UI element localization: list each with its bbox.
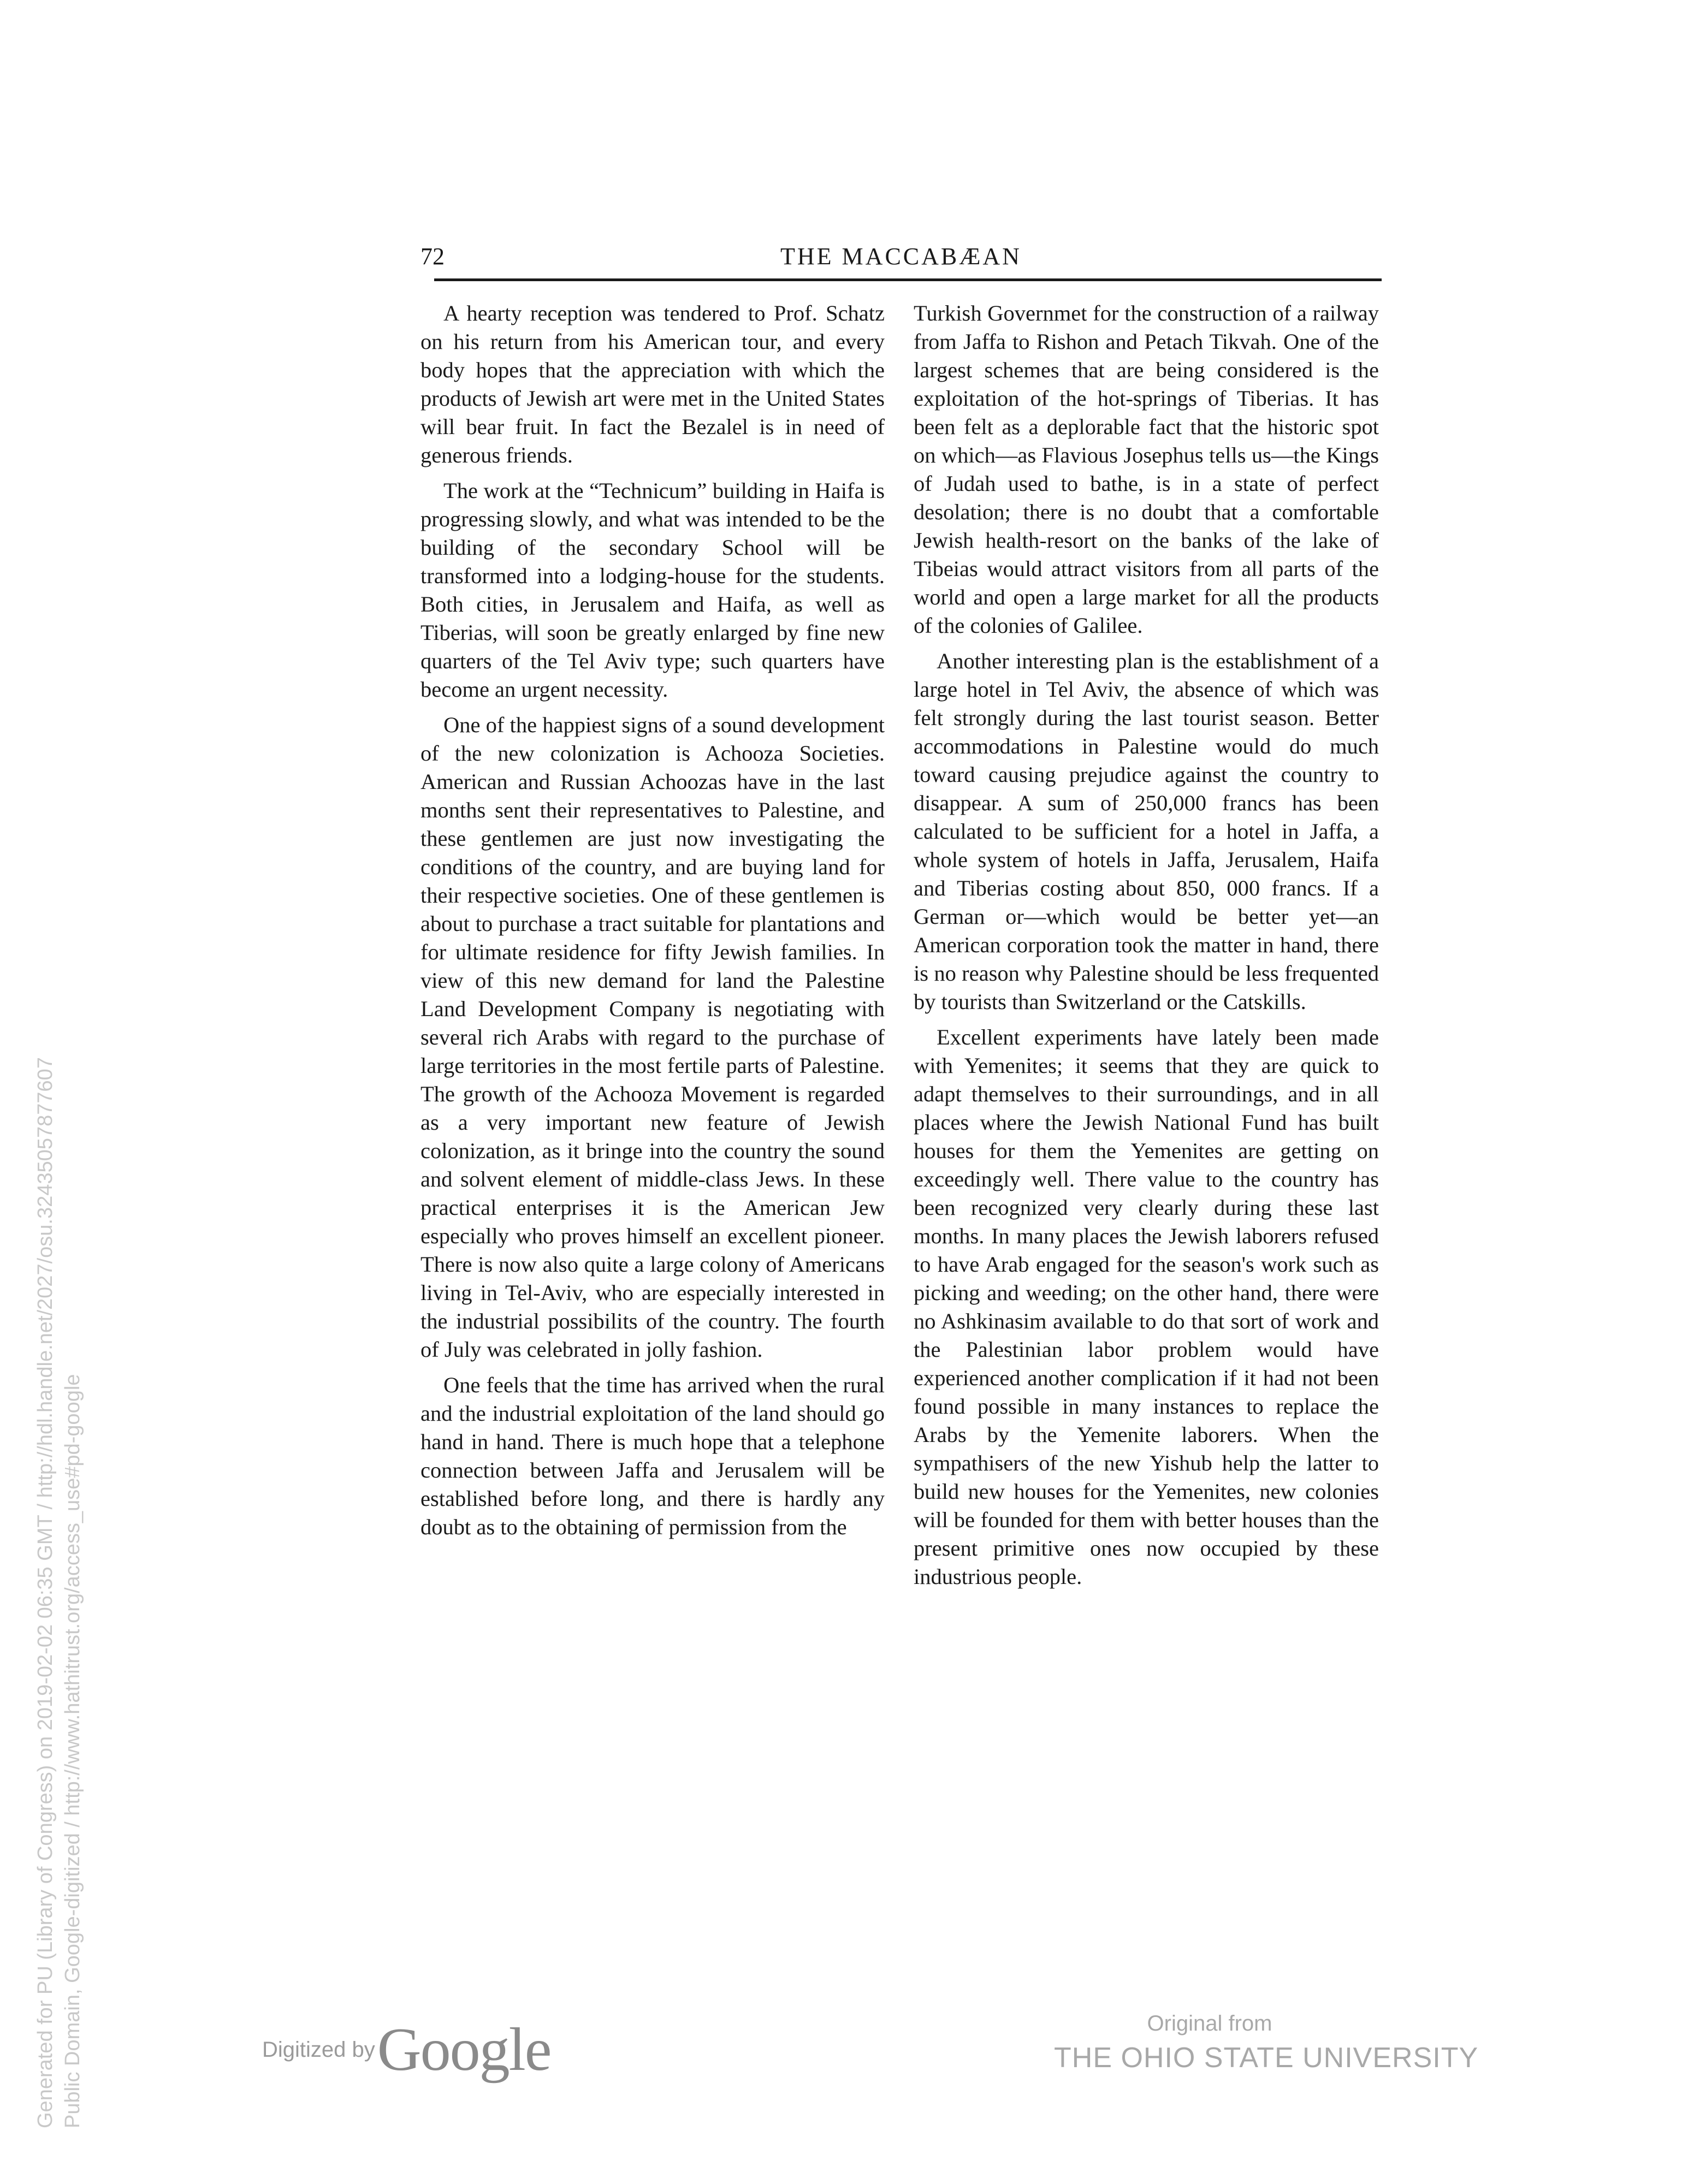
paragraph: A hearty reception was tendered to Prof. Schatz on his return from his American tour, and every body hopes that the appreciation with which the products of Jewish art were met in the United States will bear fruit. In fact the Bezalel is in need of generous friends. — [420, 301, 885, 467]
left-column — [420, 299, 885, 1548]
digitized-by-label: Digitized by — [262, 2038, 375, 2062]
paragraph: Turkish Governmet for the construction of a railway from Jaffa to Rishon and Petach Tikvah. One of the largest schemes that are being considered is the exploitation of the hot-springs of Tiberias. It has been felt as a deplorable fact that the historic spot on which—as Flavious Josephus tells us—the Kings of Judah used to bathe, is in a state of perfect desolation; there is no doubt that a comfortable Jewish health-resort on the banks of the lake of Tibeias would attract visitors from all parts of the world and open a large market for all the products of the colonies of Galilee. — [914, 301, 1379, 638]
page-header — [420, 240, 1382, 283]
paragraph: Another interesting plan is the establishment of a large hotel in Tel Aviv, the absence of which was felt strongly during the last tourist season. Better accommodations in Palestine would do much toward causing prejudice against the country to disappear. A sum of 250,000 francs has been calculated to be sufficient for a hotel in Jaffa, a whole system of hotels in Jaffa, Jerusalem, Haifa and Tiberias costing about 850, 000 francs. If a German or—which would be better yet—an American corporation took the matter in hand, there is no reason why Palestine should be less frequented by tourists than Switzerland or the Catskills. — [914, 649, 1379, 1014]
running-title: THE MACCABÆAN — [780, 243, 1022, 270]
original-institution: THE OHIO STATE UNIVERSITY — [1054, 2042, 1479, 2074]
page-number: 72 — [420, 243, 445, 270]
watermark-line-1: Generated for PU (Library of Congress) on 2019-02-02 06:35 GMT / http://hdl.handle.net/2027/osu.32435057877607 — [34, 1057, 57, 2128]
original-from-label: Original from — [1147, 2011, 1272, 2035]
paragraph: One of the happiest signs of a sound development of the new colonization is Achooza Societies. American and Russian Achoozas have in the last months sent their representatives to Palestine, and these gentlemen are just now investigating the conditions of the country, and are buying land for their respective societies. One of these gentlemen is about to purchase a tract suitable for plantations and for ultimate residence for fifty Jewish families. In view of this new demand for land the Palestine Land Development Company is negotiating with several rich Arabs with regard to the purchase of large territories in the most fertile parts of Palestine. The growth of the Achooza Movement is regarded as a very important new feature of Jewish colonization, as it bringe into the country the sound and solvent element of middle-class Jews. In these practical enterprises it is the American Jew especially who proves himself an excellent pioneer. There is now also quite a large colony of Americans living in Tel-Aviv, who are especially interested in the industrial possibilits of the country. The fourth of July was celebrated in jolly fashion. — [420, 713, 885, 1362]
paragraph: The work at the “Technicum” building in Haifa is progressing slowly, and what was intended to be the building of the secondary School will be transformed into a lodging-house for the students. Both cities, in Jerusalem and Haifa, as well as Tiberias, will soon be greatly enlarged by fine new quarters of the Tel Aviv type; such quarters have become an urgent necessity. — [420, 478, 885, 702]
header-rule — [434, 278, 1382, 281]
google-logo: Google — [377, 2016, 551, 2084]
original-source — [1054, 2008, 1479, 2077]
paragraph: One feels that the time has arrived when the rural and the industrial exploitation of the land should go hand in hand. There is much hope that a telephone connection between Jaffa and Jerusalem will be established before long, and there is hardly any doubt as to the obtaining of permission from the — [420, 1373, 885, 1539]
hathitrust-side-watermark — [32, 763, 86, 2128]
paragraph: Excellent experiments have lately been made with Yemenites; it seems that they are quick to adapt themselves to their surroundings, and in all places where the Jewish National Fund has built houses for them the Yemenites are getting on exceedingly well. There value to the country has been recognized very clearly during these last months. In many places the Jewish laborers refused to have Arab engaged for the season's work such as picking and weeding; on the other hand, there were no Ashkinasim available to do that sort of work and the Palestinian labor problem would have experienced another complication if it had not been found possible in many instances to replace the Arabs by the Yemenite laborers. When the sympathisers of the new Yishub help the latter to build new houses for the Yemenites, new colonies will be founded for them with better houses than the present primitive ones now occupied by these industrious people. — [914, 1025, 1379, 1589]
watermark-line-2: Public Domain, Google-digitized / http://www.hathitrust.org/access_use#pd-google — [61, 1374, 84, 2128]
digitized-by-google — [262, 2015, 551, 2084]
right-column — [914, 299, 1379, 1598]
